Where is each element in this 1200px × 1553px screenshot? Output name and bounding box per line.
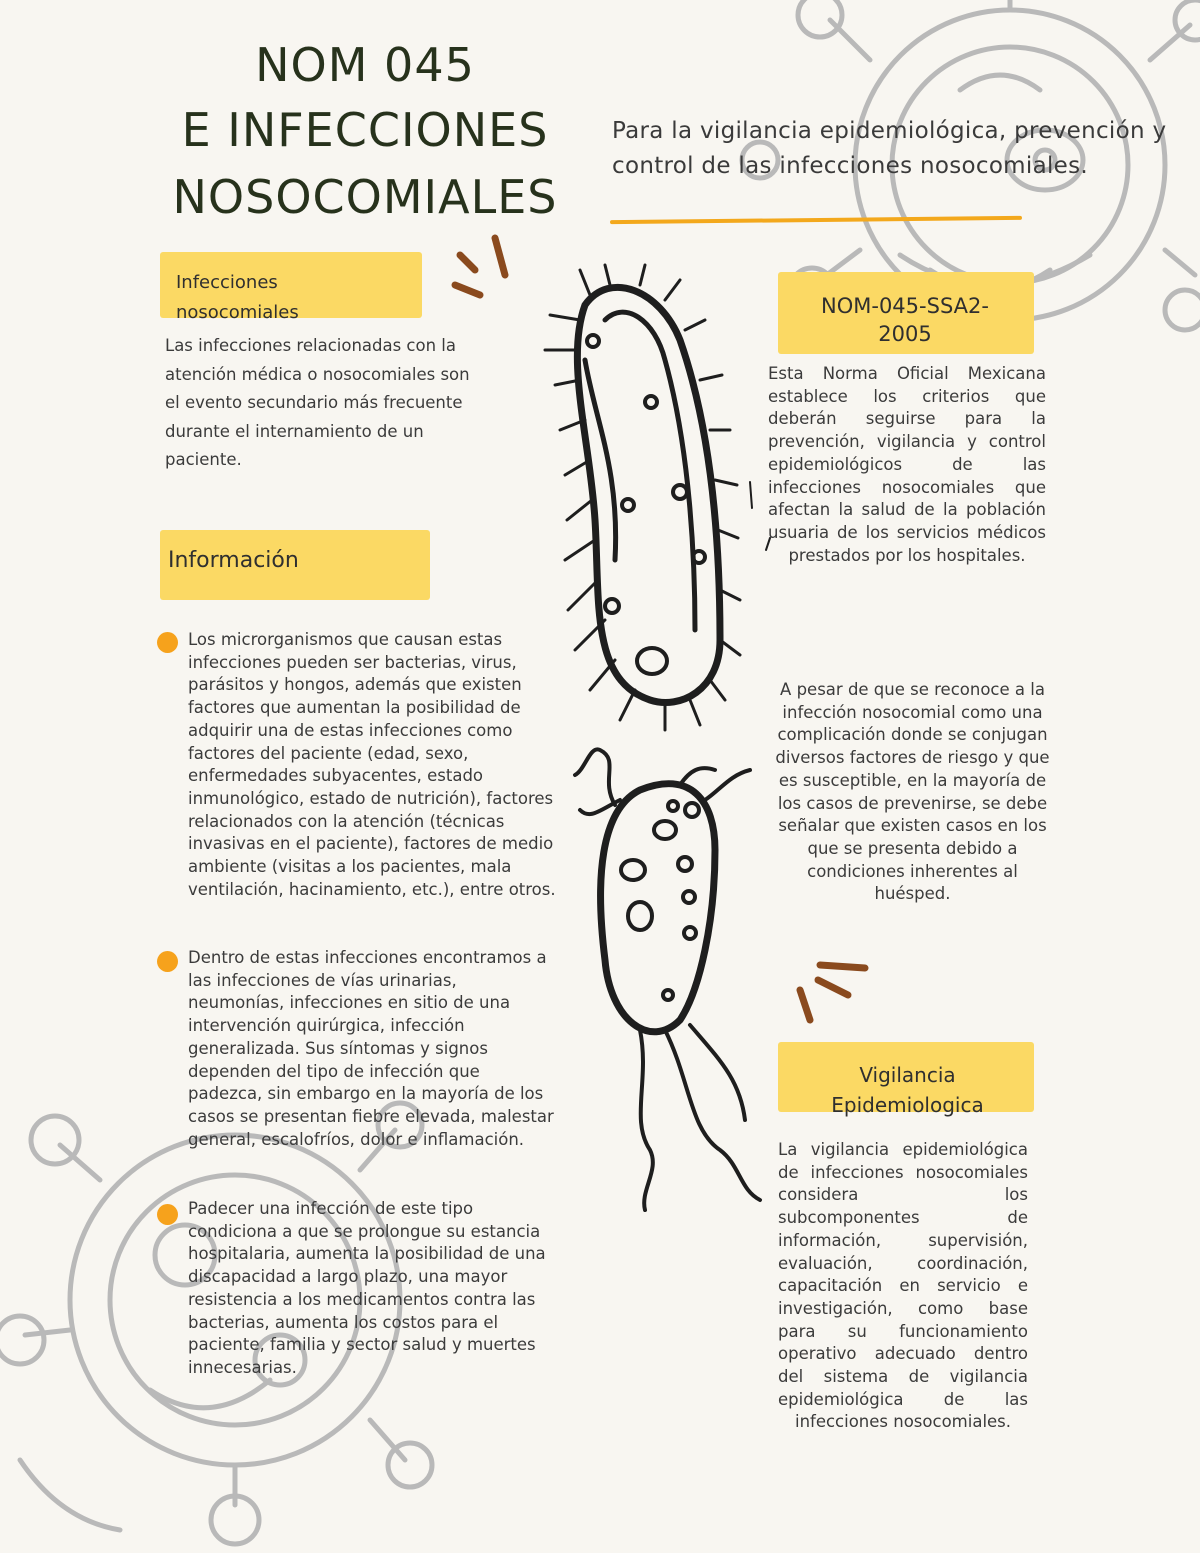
vigilancia-paragraph: La vigilancia epidemiológica de infecciones nosocomiales considera los subcomponentes de información, supervisión, evaluación, coordinación, capacitación en servicio e investigación, como base para su funcionamiento operativo adecuado dentro del sistema de vigilancia epidemiológica de las infecciones nosocomiales. (778, 1140, 1028, 1432)
page-title-line-2: E INFECCIONES (181, 103, 549, 157)
tag-infecciones-label: Infecciones nosocomiales (176, 272, 299, 323)
tag-nom-label: NOM-045-SSA2-2005 (821, 294, 989, 346)
page-title-line-1: NOM 045 (255, 38, 475, 92)
intro-paragraph: Las infecciones relacionadas con la atención médica o nosocomiales son el evento secundario más frecuente durante el internamiento de un paciente. (165, 336, 470, 469)
subtitle: Para la vigilancia epidemiológica, prevención y control de las infecciones nosocomiales. (612, 118, 1167, 179)
bullet-paragraph-1: Los microrganismos que causan estas infecciones pueden ser bacterias, virus, parásitos y hongos, además que existen factores que aumentan la posibilidad de adquirir una de estas infecciones como factores del paciente (edad, sexo, enfermedades subyacentes, estado inmunológico, estado de nutrición), factores relacionados con la atención (técnicas invasivas en el paciente), factores de medio ambiente (visitas a los pacientes, mala ventilación, hacinamiento, etc.), entre otros. (188, 630, 556, 899)
tag-informacion-label: Información (168, 548, 299, 573)
prevention-paragraph: A pesar de que se reconoce a la infección nosocomial como una complicación donde se conjugan diversos factores de riesgo y que es susceptible, en la mayoría de los casos de prevenirse, se debe señalar que existen casos en los que se presenta debido a condiciones inherentes al huésped. (775, 680, 1050, 904)
bullet-dot (157, 1204, 178, 1225)
bullet-dot (157, 632, 178, 653)
page-title-line-3: NOSOCOMIALES (172, 170, 558, 224)
bullet-paragraph-3: Padecer una infección de este tipo condiciona a que se prolongue su estancia hospitalaria, aumenta la posibilidad de una discapacidad a largo plazo, una mayor resistencia a los medicamentos contra las bacterias, aumenta los costos para el paciente, familia y sector salud y muertes innecesarias. (188, 1199, 546, 1377)
bullet-paragraph-2: Dentro de estas infecciones encontramos a las infecciones de vías urinarias, neumonías, infecciones en sitio de una intervención quirúrgica, infección generalizada. Sus síntomas y signos dependen del tipo de infección que padezca, sin embargo en la mayoría de los casos se presentan fiebre elevada, malestar general, escalofríos, dolor e inflamación. (188, 948, 554, 1149)
bullet-dot (157, 951, 178, 972)
nom-description-paragraph: Esta Norma Oficial Mexicana establece los criterios que deberán seguirse para la prevención, vigilancia y control epidemiológicos de las infecciones nosocomiales que afectan la salud de la población usuaria de los servicios médicos prestados por los hospitales. (768, 364, 1046, 565)
tag-vigilancia-label: Vigilancia Epidemiologica (831, 1063, 984, 1117)
